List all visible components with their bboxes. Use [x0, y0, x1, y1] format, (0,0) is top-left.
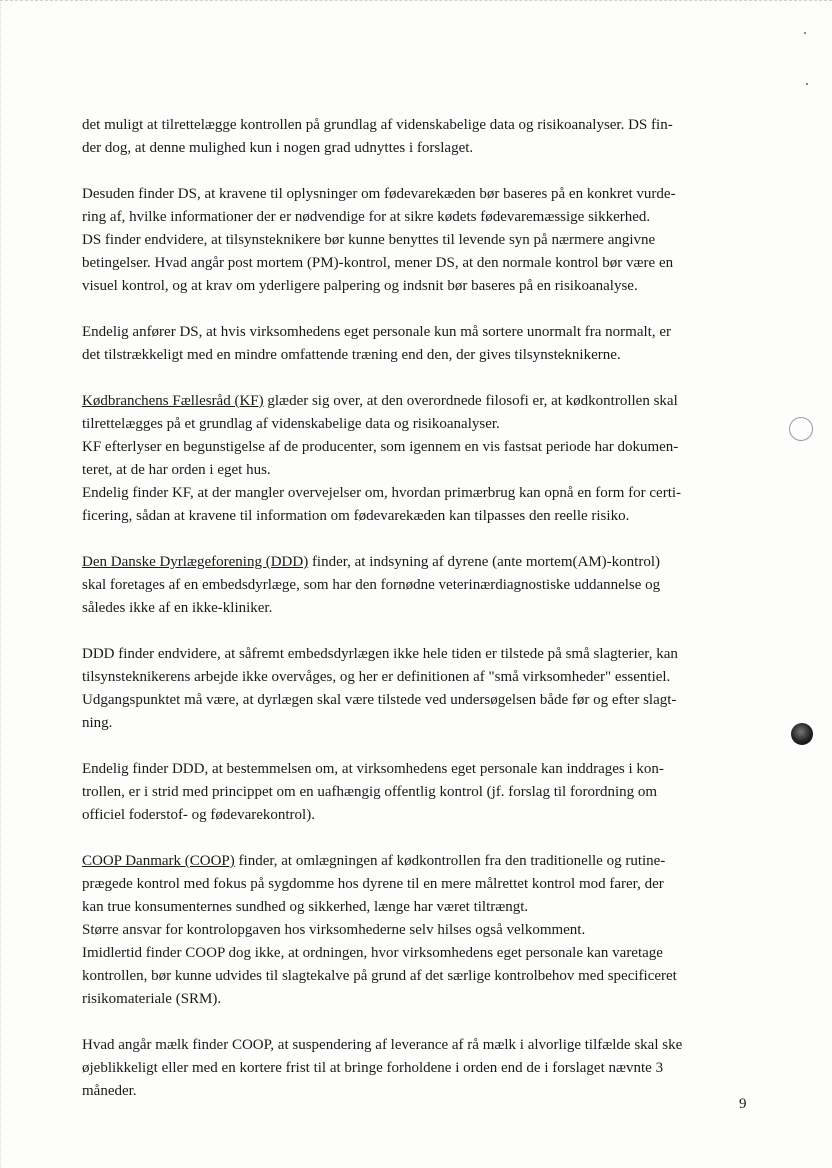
paragraph [82, 321, 754, 367]
line-text: teret, at de har orden i eget hus. [82, 462, 271, 478]
line-text: finder, at omlægningen af kødkontrollen fra den traditionelle og rutine- [234, 853, 666, 869]
text-line [82, 574, 754, 597]
line-text: risikomateriale (SRM). [82, 991, 222, 1007]
text-line [82, 1057, 754, 1080]
text-line [82, 390, 754, 413]
text-line [82, 436, 754, 459]
organization-name: Kødbranchens Fællesråd (KF) [82, 393, 264, 409]
paragraph [82, 1034, 754, 1103]
line-text: visuel kontrol, og at krav om yderligere palpering og indsnit bør baseres på en risikoanalyse. [82, 278, 638, 294]
text-line [82, 183, 754, 206]
text-line [82, 482, 754, 505]
line-text: således ikke af en ikke-kliniker. [82, 600, 273, 616]
line-text: kan true konsumenternes sundhed og sikkerhed, længe har været tiltrængt. [82, 899, 529, 915]
text-line [82, 206, 754, 229]
line-text: Desuden finder DS, at kravene til oplysninger om fødevarekæden bør baseres på en konkret vurde- [82, 186, 676, 202]
text-line [82, 850, 754, 873]
text-line [82, 942, 754, 965]
line-text: Endelig finder DDD, at bestemmelsen om, at virksomhedens eget personale kan inddrages i kon- [82, 761, 664, 777]
paragraph [82, 643, 754, 735]
line-text: Imidlertid finder COOP dog ikke, at ordningen, hvor virksomhedens eget personale kan varetage [82, 945, 663, 961]
line-text: Udgangspunktet må være, at dyrlægen skal være tilstede ved undersøgelsen både før og efter slagt- [82, 692, 677, 708]
text-line [82, 137, 754, 160]
page-number: 9 [739, 1096, 747, 1112]
paragraph [82, 114, 754, 160]
text-line [82, 712, 754, 735]
line-text: der dog, at denne mulighed kun i nogen grad udnyttes i forslaget. [82, 140, 474, 156]
text-line [82, 1080, 754, 1103]
paragraph [82, 183, 754, 298]
scan-speck [804, 32, 806, 34]
text-line [82, 551, 754, 574]
text-line [82, 114, 754, 137]
line-text: betingelser. Hvad angår post mortem (PM)-kontrol, mener DS, at den normale kontrol bør være en [82, 255, 674, 271]
text-line [82, 229, 754, 252]
paragraph [82, 551, 754, 620]
text-line [82, 896, 754, 919]
line-text: Endelig anfører DS, at hvis virksomhedens eget personale kun må sortere unormalt fra normalt, er [82, 324, 671, 340]
text-line [82, 781, 754, 804]
text-line [82, 758, 754, 781]
text-line [82, 275, 754, 298]
line-text: finder, at indsyning af dyrene (ante mortem(AM)-kontrol) [308, 554, 660, 570]
text-line [82, 643, 754, 666]
line-text: det muligt at tilrettelægge kontrollen på grundlag af videnskabelige data og risikoanalyser. DS fin- [82, 117, 673, 133]
paragraph [82, 850, 754, 1011]
line-text: øjeblikkeligt eller med en kortere frist til at bringe forholdene i orden end de i forslaget nævnte 3 [82, 1060, 664, 1076]
line-text: DS finder endvidere, at tilsynsteknikere bør kunne benyttes til levende syn på nærmere angivne [82, 232, 656, 248]
line-text: kontrollen, bør kunne udvides til slagtekalve på grund af det særlige kontrolbehov med specificeret [82, 968, 677, 984]
organization-name: COOP Danmark (COOP) [82, 853, 235, 869]
line-text: DDD finder endvidere, at såfremt embedsdyrlægen ikke hele tiden er tilstede på små slagterier, kan [82, 646, 678, 662]
document-body [82, 114, 754, 1126]
text-line [82, 344, 754, 367]
paragraph [82, 758, 754, 827]
line-text: måneder. [82, 1083, 137, 1099]
text-line [82, 873, 754, 896]
line-text: det tilstrækkeligt med en mindre omfattende træning end den, der gives tilsynsteknikerne. [82, 347, 621, 363]
line-text: tilsynsteknikerens arbejde ikke overvåges, og her er definitionen af "små virksomheder" essentiel. [82, 669, 671, 685]
line-text: Endelig finder KF, at der mangler overvejelser om, hvordan primærbrug kan opnå en form for certi- [82, 485, 682, 501]
line-text: Hvad angår mælk finder COOP, at suspendering af leverance af rå mælk i alvorlige tilfælde skal ske [82, 1037, 683, 1053]
line-text: trollen, er i strid med princippet om en uafhængig offentlig kontrol (jf. forslag til forordning om [82, 784, 658, 800]
organization-name: Den Danske Dyrlægeforening (DDD) [82, 554, 309, 570]
line-text: prægede kontrol med fokus på sygdomme hos dyrene til en mere målrettet kontrol mod farer, der [82, 876, 664, 892]
text-line [82, 919, 754, 942]
text-line [82, 413, 754, 436]
text-line [82, 666, 754, 689]
punch-hole-icon [791, 723, 813, 745]
text-line [82, 988, 754, 1011]
punch-hole-icon [789, 417, 813, 441]
text-line [82, 321, 754, 344]
line-text: officiel foderstof- og fødevarekontrol). [82, 807, 315, 823]
line-text: Større ansvar for kontrolopgaven hos virksomhederne selv hilses også velkomment. [82, 922, 586, 938]
text-line [82, 965, 754, 988]
line-text: KF efterlyser en begunstigelse af de producenter, som igennem en vis fastsat periode har dokumen- [82, 439, 679, 455]
line-text: ning. [82, 715, 113, 731]
line-text: tilrettelægges på et grundlag af videnskabelige data og risikoanalyser. [82, 416, 500, 432]
paragraph [82, 390, 754, 528]
text-line [82, 459, 754, 482]
text-line [82, 689, 754, 712]
text-line [82, 1034, 754, 1057]
line-text: ficering, sådan at kravene til information om fødevarekæden kan tilpasses den reelle risiko. [82, 508, 630, 524]
text-line [82, 252, 754, 275]
text-line [82, 597, 754, 620]
text-line [82, 505, 754, 528]
line-text: glæder sig over, at den overordnede filosofi er, at kødkontrollen skal [263, 393, 678, 409]
line-text: ring af, hvilke informationer der er nødvendige for at sikre kødets fødevaremæssige sikkerhed. [82, 209, 651, 225]
line-text: skal foretages af en embedsdyrlæge, som har den fornødne veterinærdiagnostiske uddannelse og [82, 577, 661, 593]
text-line [82, 804, 754, 827]
scan-speck [806, 83, 808, 85]
